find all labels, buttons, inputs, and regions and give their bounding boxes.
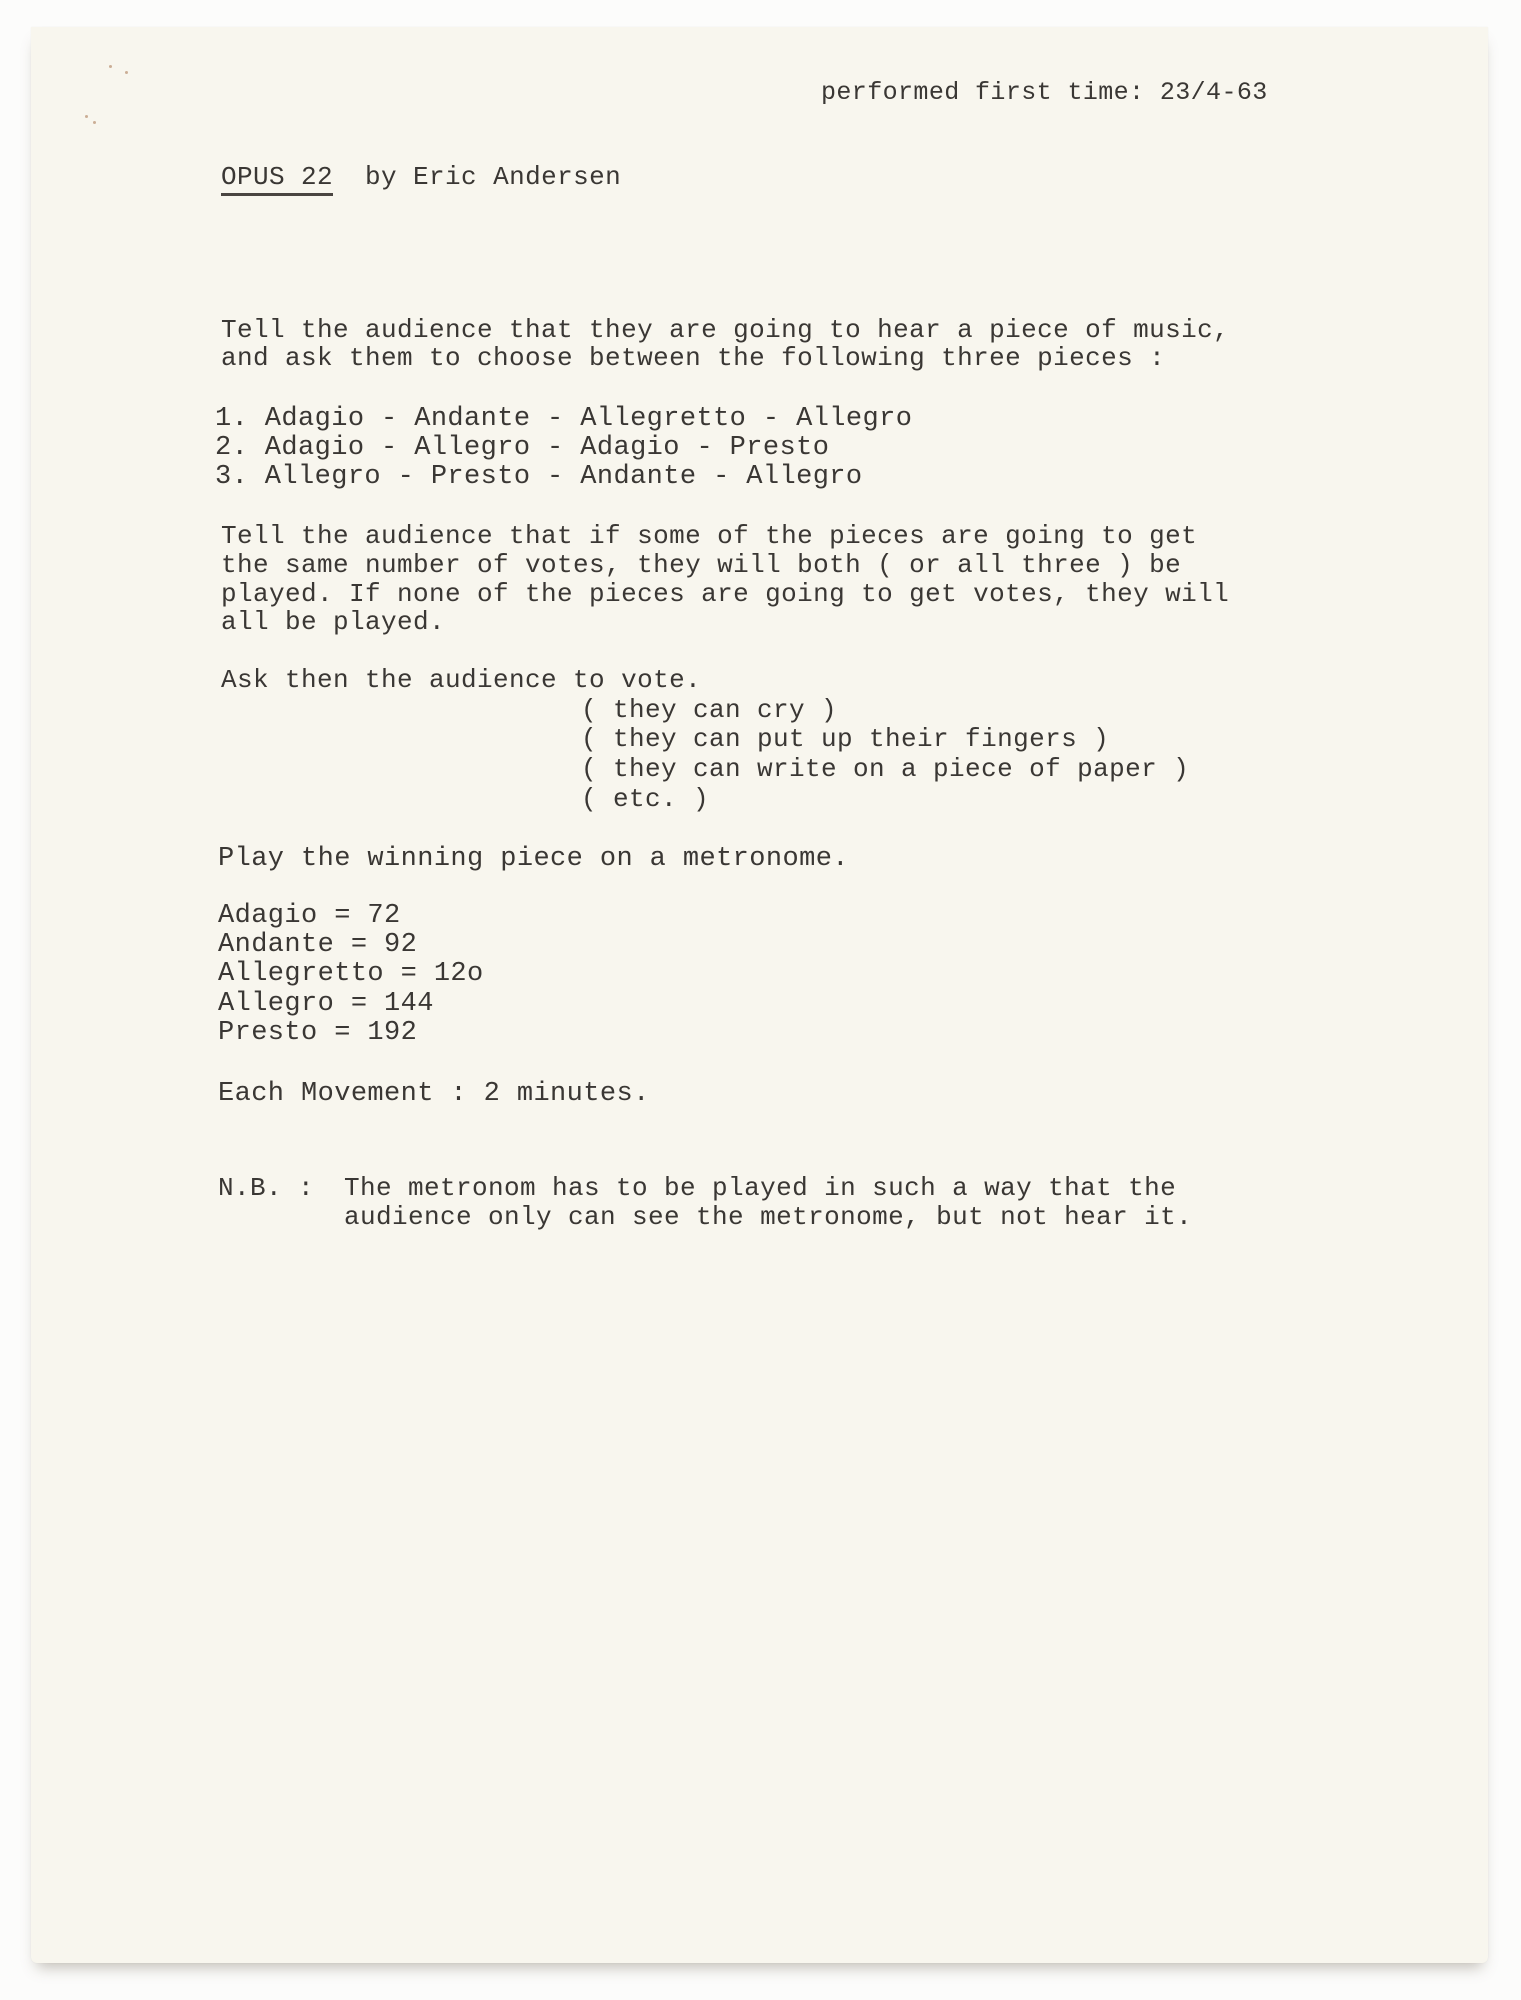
tempo-adagio: Adagio = 72	[218, 901, 401, 931]
tempo-presto: Presto = 192	[218, 1018, 418, 1048]
title-line	[221, 163, 621, 192]
vote-instruction: Ask then the audience to vote.	[221, 665, 702, 695]
piece-option-2: 2. Adagio - Allegro - Adagio - Presto	[215, 433, 830, 463]
paper-speck	[125, 71, 128, 74]
paper-speck	[85, 115, 88, 118]
tie-rule-line-3: played. If none of the pieces are going to get votes, they will	[221, 579, 1230, 609]
intro-line-1: Tell the audience that they are going to hear a piece of music,	[221, 315, 1230, 345]
nb-line-2: audience only can see the metronome, but not hear it.	[344, 1202, 1193, 1232]
tempo-allegretto: Allegretto = 12o	[218, 959, 484, 989]
paper-speck	[109, 65, 112, 68]
intro-line-2: and ask them to choose between the following three pieces :	[221, 343, 1166, 373]
vote-method-1: ( they can cry )	[581, 695, 838, 725]
vote-method-4: ( etc. )	[581, 784, 710, 814]
vote-method-2: ( they can put up their fingers )	[581, 724, 1110, 754]
author-byline: by Eric Andersen	[365, 162, 622, 192]
tempo-andante: Andante = 92	[218, 930, 418, 960]
paper-speck	[93, 121, 96, 124]
movement-duration: Each Movement : 2 minutes.	[218, 1079, 650, 1109]
play-instruction: Play the winning piece on a metronome.	[218, 844, 849, 874]
nb-line-1: The metronom has to be played in such a way that the	[344, 1173, 1177, 1203]
performance-date-note: performed first time: 23/4-63	[821, 78, 1268, 107]
piece-title: OPUS 22	[221, 162, 333, 196]
tempo-allegro: Allegro = 144	[218, 989, 434, 1019]
tie-rule-line-1: Tell the audience that if some of the pieces are going to get	[221, 521, 1198, 551]
tie-rule-line-2: the same number of votes, they will both ( or all three ) be	[221, 550, 1182, 580]
nb-label: N.B. :	[218, 1173, 315, 1203]
tie-rule-line-4: all be played.	[221, 607, 446, 637]
vote-method-3: ( they can write on a piece of paper )	[581, 754, 1190, 784]
piece-option-1: 1. Adagio - Andante - Allegretto - Allegro	[215, 404, 913, 434]
piece-option-3: 3. Allegro - Presto - Andante - Allegro	[215, 462, 863, 492]
